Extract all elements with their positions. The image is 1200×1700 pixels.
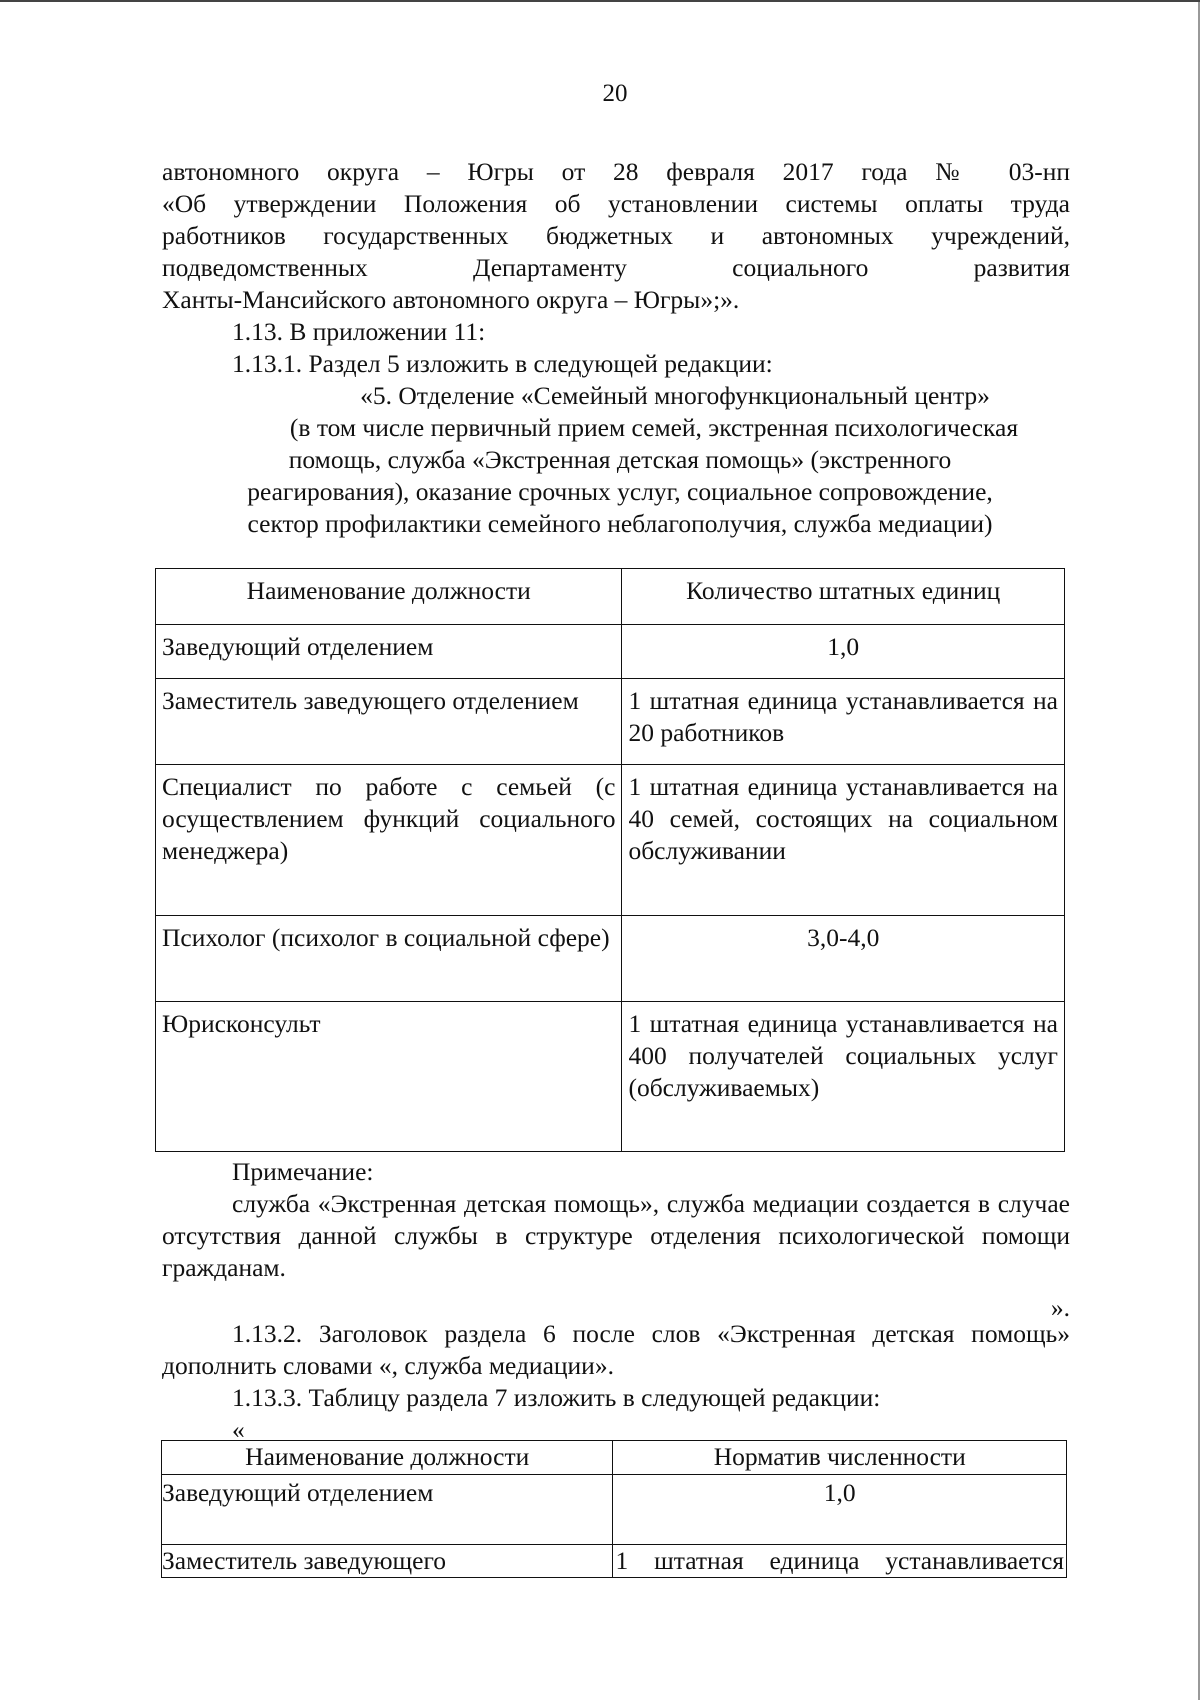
count-cell: 1 штатная единица устанавливается на 20 работников: [622, 679, 1065, 765]
position-cell: Специалист по работе с семьей (с осуществлением функций социального менеджера): [156, 765, 622, 916]
page-number: 20: [602, 80, 628, 107]
table-row: [156, 625, 1065, 679]
note-block: [162, 1156, 1070, 1324]
section5-title-line: сектор профилактики семейного неблагополучия, служба медиации): [247, 509, 993, 538]
table-row: [162, 1475, 1067, 1545]
items-block: [162, 1318, 1070, 1446]
section5-title-line: помощь, служба «Экстренная детская помощь» (экстренного: [288, 445, 952, 474]
position-cell: Заместитель заведующего отделением: [156, 679, 622, 765]
table-row: [156, 916, 1065, 1002]
item-1-13-1: 1.13.1. Раздел 5 изложить в следующей редакции:: [232, 349, 773, 378]
count-cell: 3,0-4,0: [622, 916, 1065, 1002]
count-cell: 1,0: [622, 625, 1065, 679]
table-row: [162, 1545, 1067, 1578]
table-header-row: [162, 1441, 1067, 1475]
table-header-cell: Наименование должности: [162, 1441, 613, 1475]
item-1-13-2: 1.13.2. Заголовок раздела 6 после слов «Экстренная детская помощь» дополнить словами «, служба медиации».: [162, 1319, 1070, 1380]
intro-paragraph: [162, 156, 1070, 380]
position-cell: Юрисконсульт: [156, 1002, 622, 1152]
position-cell: Заведующий отделением: [162, 1475, 613, 1545]
table-header-cell: Норматив численности: [613, 1441, 1067, 1475]
norm-cell: 1,0: [613, 1475, 1067, 1545]
section5-title: [150, 380, 1090, 540]
intro-line: автономного округа – Югры от 28 февраля 2017 года № 03-нп: [162, 157, 1070, 186]
table-row: [156, 765, 1065, 916]
intro-line: Ханты-Мансийского автономного округа – Югры»;».: [162, 285, 740, 314]
table-row: [156, 1002, 1065, 1152]
table-header-cell: Наименование должности: [156, 569, 622, 625]
table-header-cell: Количество штатных единиц: [622, 569, 1065, 625]
section5-title-line: «5. Отделение «Семейный многофункциональный центр»: [360, 381, 990, 410]
item-1-13-3: 1.13.3. Таблицу раздела 7 изложить в следующей редакции:: [232, 1383, 881, 1412]
section7-staff-table: [161, 1440, 1067, 1578]
intro-line: «Об утверждении Положения об установлении системы оплаты труда: [162, 189, 1070, 218]
intro-line: работников государственных бюджетных и автономных учреждений,: [162, 221, 1070, 250]
note-label: Примечание:: [232, 1157, 374, 1186]
norm-cell: 1 штатная единица устанавливается: [613, 1545, 1067, 1578]
item-1-13: 1.13. В приложении 11:: [232, 317, 486, 346]
position-cell: Психолог (психолог в социальной сфере): [156, 916, 622, 1002]
table-row: [156, 679, 1065, 765]
note-text: служба «Экстренная детская помощь», служба медиации создается в случае отсутствия данной службы в структуре отделения психологической помощи гражданам.: [162, 1189, 1070, 1282]
table-header-row: [156, 569, 1065, 625]
section5-title-line: реагирования), оказание срочных услуг, социальное сопровождение,: [247, 477, 993, 506]
open-quote: «: [232, 1415, 245, 1444]
position-cell: Заместитель заведующего: [162, 1545, 613, 1578]
closing-quote: ».: [1050, 1293, 1070, 1322]
count-cell: 1 штатная единица устанавливается на 400 получателей социальных услуг (обслуживаемых): [622, 1002, 1065, 1152]
page-top-border: [0, 0, 1200, 2]
section5-staff-table: [155, 568, 1065, 1152]
intro-line: подведомственных Департаменту социального развития: [162, 253, 1070, 282]
section5-title-line: (в том числе первичный прием семей, экстренная психологическая: [289, 413, 1019, 442]
count-cell: 1 штатная единица устанавливается на 40 семей, состоящих на социальном обслуживании: [622, 765, 1065, 916]
position-cell: Заведующий отделением: [156, 625, 622, 679]
